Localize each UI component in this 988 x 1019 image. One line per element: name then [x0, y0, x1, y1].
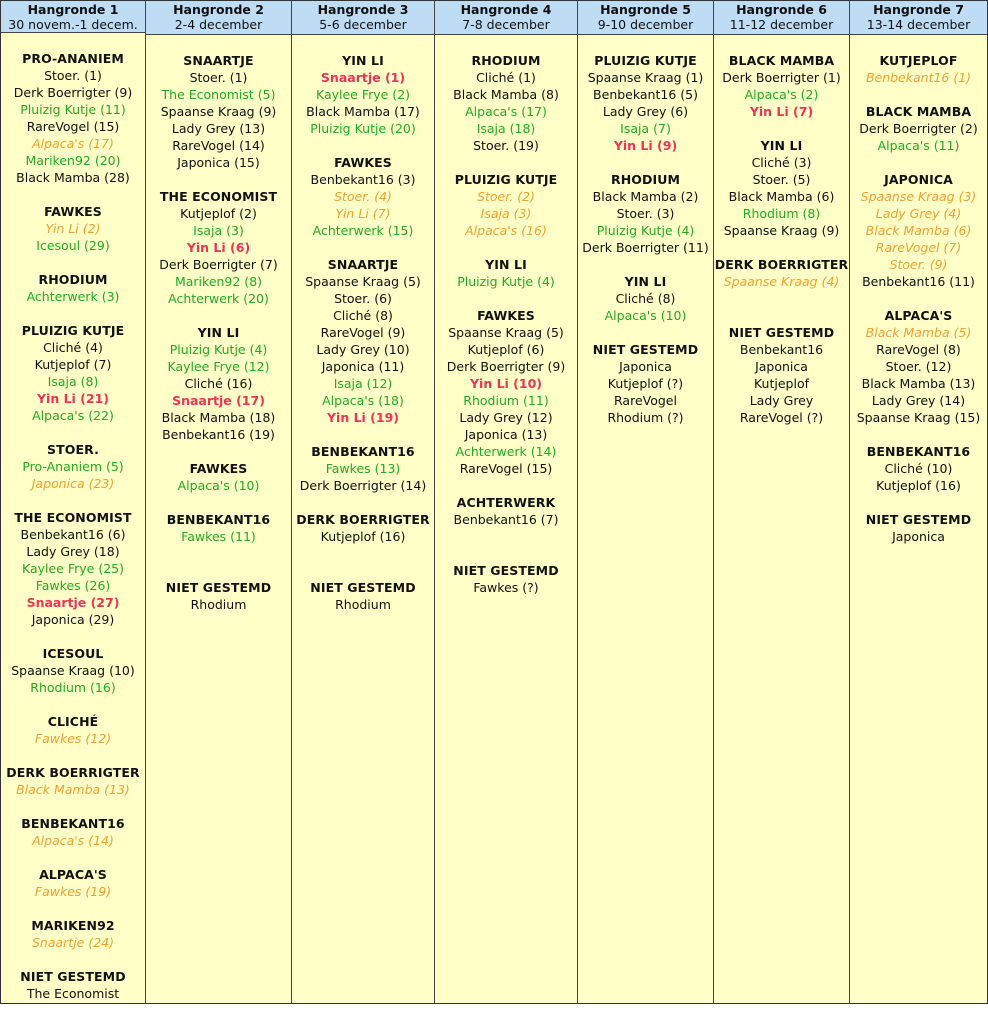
- voter-group: [714, 52, 849, 120]
- vote-entry: Icesoul (29): [36, 238, 110, 253]
- vote-entry: Japonica (13): [464, 427, 548, 442]
- vote-entry: Stoer. (6): [334, 291, 392, 306]
- vote-entry: Derk Boerrigter (9): [13, 85, 133, 100]
- vote-entry: RareVogel (7): [875, 240, 962, 255]
- vote-entry: Spaanse Kraag (5): [305, 274, 421, 289]
- vote-entry: Benbekant16 (1): [865, 70, 972, 85]
- voter-group: [146, 52, 291, 171]
- vote-entry: RareVogel (?): [739, 410, 824, 425]
- voter-group: [146, 460, 291, 494]
- vote-entry: Stoer. (2): [477, 189, 535, 204]
- voter-group: [578, 52, 713, 154]
- voter-name: ALPACA'S: [884, 308, 953, 323]
- vote-entry: Black Mamba (13): [16, 782, 130, 797]
- voter-name: NIET GESTEMD: [453, 563, 559, 578]
- vote-entry: Rhodium (8): [742, 206, 821, 221]
- vote-entry: Japonica: [619, 359, 672, 374]
- round-column-1: [1, 1, 145, 1003]
- vote-entry: Alpaca's (17): [32, 136, 114, 151]
- vote-entry: Isaja (7): [620, 121, 671, 136]
- round-title: Hangronde 1: [27, 2, 119, 17]
- voter-group: [292, 579, 434, 613]
- vote-entry: Stoer. (5): [752, 172, 811, 187]
- voter-group: [1, 271, 145, 305]
- vote-entry: Achterwerk (20): [168, 291, 269, 306]
- voter-group: [714, 137, 849, 239]
- voter-name: YIN LI: [760, 138, 803, 153]
- vote-entry: Isaja (12): [333, 376, 393, 391]
- vote-entry: Kutjeplof (7): [34, 357, 112, 372]
- voter-name: FAWKES: [44, 204, 102, 219]
- vote-entry: RareVogel (15): [26, 119, 120, 134]
- vote-entry: Spaanse Kraag (15): [856, 410, 981, 425]
- vote-entry: Kaylee Frye (12): [167, 359, 270, 374]
- vote-entry: Kaylee Frye (2): [315, 87, 411, 102]
- voter-name: PLUIZIG KUTJE: [594, 53, 697, 68]
- vote-entry: Lady Grey (14): [871, 393, 966, 408]
- voter-name: THE ECONOMIST: [14, 510, 132, 525]
- round-votes: [1, 33, 145, 1019]
- vote-entry: Japonica (15): [177, 155, 260, 170]
- vote-entry: Derk Boerrigter (14): [299, 478, 427, 493]
- vote-entry: Rhodium (?): [607, 410, 684, 425]
- vote-entry: The Economist: [26, 986, 120, 1001]
- voter-group: [850, 443, 987, 494]
- vote-entry: Spaanse Kraag (10): [11, 663, 135, 678]
- round-column-3: [291, 1, 434, 1003]
- voter-group: [435, 307, 577, 477]
- voter-group: [1, 917, 145, 951]
- vote-entry: Isaja (3): [193, 223, 244, 238]
- voter-name: THE ECONOMIST: [159, 189, 278, 204]
- vote-entry: Fawkes (19): [34, 884, 112, 899]
- vote-entry: Spaanse Kraag (3): [860, 189, 977, 204]
- voter-group: [435, 494, 577, 528]
- vote-entry: Alpaca's (2): [744, 87, 819, 102]
- voter-group: [578, 341, 713, 426]
- vote-entry: Rhodium (11): [463, 393, 549, 408]
- vote-entry: Mariken92 (8): [174, 274, 263, 289]
- vote-entry: Cliché (8): [615, 291, 676, 306]
- voter-name: BLACK MAMBA: [728, 53, 835, 68]
- vote-entry: Spaanse Kraag (9): [160, 104, 277, 119]
- round-votes: [292, 35, 434, 1003]
- vote-entry: Derk Boerrigter (11): [582, 240, 709, 255]
- vote-entry: Alpaca's (16): [465, 223, 547, 238]
- voter-name: SNAARTJE: [327, 257, 399, 272]
- round-dates: 9-10 december: [597, 17, 694, 32]
- round-votes: [578, 35, 713, 1003]
- vote-entry: Stoer. (9): [889, 257, 948, 272]
- vote-entry: Cliché (1): [476, 70, 536, 85]
- vote-entry: Achterwerk (14): [455, 444, 557, 459]
- voter-name: PLUIZIG KUTJE: [21, 323, 125, 338]
- voter-group: [1, 968, 145, 1002]
- vote-entry: Black Mamba (28): [16, 170, 130, 185]
- round-title: Hangronde 7: [873, 2, 964, 17]
- voter-name: DERK BOERRIGTER: [296, 512, 430, 527]
- voter-name: FAWKES: [334, 155, 392, 170]
- voter-name: YIN LI: [197, 325, 240, 340]
- voter-group: [1, 322, 145, 424]
- vote-entry: Benbekant16 (3): [310, 172, 416, 187]
- vote-entry: Japonica (29): [31, 612, 115, 627]
- vote-entry: Kutjeplof (16): [876, 478, 961, 493]
- voter-group: [1, 441, 145, 492]
- vote-entry: Lady Grey (6): [602, 104, 689, 119]
- vote-entry: Stoer. (12): [885, 359, 952, 374]
- vote-entry: Pro-Ananiem (5): [22, 459, 124, 474]
- voter-group: [714, 324, 849, 426]
- voter-group: [1, 50, 145, 186]
- vote-entry: Rhodium: [190, 597, 247, 612]
- vote-entry: Alpaca's (14): [32, 833, 114, 848]
- round-column-2: [145, 1, 291, 1003]
- vote-entry: RareVogel (9): [320, 325, 406, 340]
- vote-entry: Isaja (3): [480, 206, 532, 221]
- round-header: [146, 1, 291, 35]
- vote-entry: Yin Li (10): [469, 376, 542, 391]
- vote-entry: Achterwerk (15): [312, 223, 414, 238]
- voter-name: NIET GESTEMD: [310, 580, 416, 595]
- vote-entry: Derk Boerrigter (9): [446, 359, 566, 374]
- round-dates: 2-4 december: [174, 17, 263, 32]
- voter-name: STOER.: [47, 442, 99, 457]
- voter-group: [1, 764, 145, 798]
- vote-entry: Isaja (18): [476, 121, 536, 136]
- voter-name: RHODIUM: [38, 272, 108, 287]
- vote-entry: Benbekant16 (7): [453, 512, 559, 527]
- vote-entry: Snaartje (24): [31, 935, 114, 950]
- vote-entry: Japonica: [892, 529, 945, 544]
- vote-entry: Alpaca's (10): [604, 308, 687, 323]
- voter-name: BENBEKANT16: [311, 444, 415, 459]
- vote-entry: Pluizig Kutje (11): [20, 102, 126, 117]
- vote-entry: Rhodium: [335, 597, 391, 612]
- voter-name: KUTJEPLOF: [879, 53, 958, 68]
- vote-entry: Derk Boerrigter (2): [859, 121, 978, 136]
- vote-entry: Cliché (8): [333, 308, 393, 323]
- vote-entry: Benbekant16 (11): [862, 274, 975, 289]
- voter-group: [850, 171, 987, 290]
- vote-entry: Spaanse Kraag (5): [448, 325, 564, 340]
- vote-entry: Kutjeplof (6): [467, 342, 545, 357]
- vote-entry: Benbekant16: [739, 342, 824, 357]
- vote-entry: Black Mamba (8): [453, 87, 559, 102]
- vote-entry: Cliché (10): [884, 461, 953, 476]
- vote-entry: Pluizig Kutje (4): [457, 274, 555, 289]
- voter-group: [1, 645, 145, 696]
- voter-name: NIET GESTEMD: [165, 580, 272, 595]
- vote-entry: Yin Li (21): [36, 391, 109, 406]
- voter-name: FAWKES: [477, 308, 535, 323]
- vote-entry: Stoer. (4): [334, 189, 392, 204]
- voter-group: [578, 171, 713, 256]
- voter-name: ALPACA'S: [39, 867, 107, 882]
- round-dates: 5-6 december: [319, 17, 407, 32]
- vote-entry: Benbekant16 (19): [162, 427, 275, 442]
- vote-entry: Isaja (8): [47, 374, 99, 389]
- voter-group: [292, 511, 434, 545]
- voter-name: ICESOUL: [42, 646, 104, 661]
- vote-entry: Black Mamba (18): [161, 410, 276, 425]
- vote-entry: Spaanse Kraag (4): [723, 274, 840, 289]
- vote-entry: Mariken92 (20): [25, 153, 121, 168]
- vote-entry: Benbekant16 (6): [20, 527, 126, 542]
- vote-entry: Lady Grey: [749, 393, 814, 408]
- voter-group: [292, 154, 434, 239]
- vote-entry: Kaylee Frye (25): [21, 561, 124, 576]
- vote-entry: Black Mamba (5): [865, 325, 972, 340]
- voter-name: ACHTERWERK: [456, 495, 556, 510]
- round-dates: 7-8 december: [462, 17, 550, 32]
- vote-entry: Stoer. (3): [616, 206, 675, 221]
- vote-entry: RareVogel: [614, 393, 677, 408]
- vote-entry: Cliché (4): [43, 340, 103, 355]
- voter-group: [714, 256, 849, 290]
- vote-entry: The Economist (5): [161, 87, 276, 102]
- round-votes: [714, 35, 849, 1003]
- round-votes: [435, 35, 577, 1003]
- vote-entry: Fawkes (13): [325, 461, 401, 476]
- vote-entry: Japonica: [755, 359, 808, 374]
- voter-group: [435, 171, 577, 239]
- vote-entry: Pluizig Kutje (4): [169, 342, 268, 357]
- voter-group: [1, 509, 145, 628]
- vote-entry: Alpaca's (18): [322, 393, 404, 408]
- vote-entry: Kutjeplof: [753, 376, 810, 391]
- voter-group: [435, 52, 577, 154]
- voter-name: RHODIUM: [471, 53, 541, 68]
- round-header: [714, 1, 849, 35]
- voter-name: YIN LI: [485, 257, 527, 272]
- voter-name: DERK BOERRIGTER: [714, 257, 849, 272]
- vote-entry: Cliché (3): [751, 155, 812, 170]
- vote-entry: Rhodium (16): [30, 680, 116, 695]
- voter-group: [578, 273, 713, 324]
- round-dates: 13-14 december: [866, 17, 971, 32]
- voter-name: BLACK MAMBA: [865, 104, 972, 119]
- round-column-7: [849, 1, 987, 1003]
- round-header: [1, 1, 145, 33]
- vote-entry: Fawkes (26): [35, 578, 111, 593]
- round-header: [292, 1, 434, 35]
- vote-entry: Yin Li (9): [613, 138, 678, 153]
- vote-entry: Alpaca's (11): [877, 138, 960, 153]
- round-votes: [146, 35, 291, 1003]
- voter-group: [292, 443, 434, 494]
- vote-entry: Yin Li (2): [45, 221, 101, 236]
- voter-name: MARIKEN92: [31, 918, 115, 933]
- vote-entry: Yin Li (7): [749, 104, 814, 119]
- round-header: [578, 1, 713, 35]
- voter-name: JAPONICA: [884, 172, 953, 187]
- voter-name: NIET GESTEMD: [592, 342, 699, 357]
- vote-entry: Black Mamba (13): [861, 376, 976, 391]
- voter-group: [435, 562, 577, 596]
- vote-entry: Stoer. (1): [189, 70, 248, 85]
- vote-entry: Spaanse Kraag (9): [723, 223, 840, 238]
- voter-group: [1, 815, 145, 849]
- vote-entry: Fawkes (12): [34, 731, 112, 746]
- vote-entry: Pluizig Kutje (4): [596, 223, 695, 238]
- vote-entry: Yin Li (7): [335, 206, 391, 221]
- voter-group: [850, 307, 987, 426]
- vote-entry: Kutjeplof (2): [180, 206, 257, 221]
- vote-entry: Black Mamba (2): [592, 189, 699, 204]
- round-header: [850, 1, 987, 35]
- round-dates: 11-12 december: [729, 17, 834, 32]
- voter-name: BENBEKANT16: [866, 444, 971, 459]
- round-title: Hangronde 6: [736, 2, 827, 17]
- vote-entry: Yin Li (6): [186, 240, 251, 255]
- vote-entry: Black Mamba (6): [865, 223, 972, 238]
- voter-name: YIN LI: [342, 53, 384, 68]
- voter-name: YIN LI: [624, 274, 667, 289]
- voter-name: SNAARTJE: [183, 53, 254, 68]
- vote-entry: Derk Boerrigter (1): [722, 70, 841, 85]
- round-column-6: [713, 1, 849, 1003]
- voter-name: PRO-ANANIEM: [22, 51, 124, 66]
- vote-entry: Lady Grey (18): [26, 544, 120, 559]
- vote-entry: Lady Grey (12): [459, 410, 553, 425]
- vote-entry: Alpaca's (22): [32, 408, 114, 423]
- round-column-4: [434, 1, 577, 1003]
- vote-entry: Black Mamba (17): [306, 104, 420, 119]
- vote-entry: Stoer. (19): [473, 138, 539, 153]
- round-header: [435, 1, 577, 35]
- voter-group: [292, 52, 434, 137]
- voter-group: [146, 579, 291, 613]
- voter-group: [1, 866, 145, 900]
- vote-entry: Japonica (11): [321, 359, 405, 374]
- round-title: Hangronde 3: [317, 2, 409, 17]
- voter-name: BENBEKANT16: [21, 816, 125, 831]
- vote-entry: Snaartje (27): [26, 595, 120, 610]
- vote-entry: Fawkes (?): [473, 580, 539, 595]
- vote-entry: Achterwerk (3): [26, 289, 120, 304]
- vote-entry: Alpaca's (10): [177, 478, 260, 493]
- voter-name: NIET GESTEMD: [20, 969, 126, 984]
- vote-entry: Alpaca's (17): [465, 104, 547, 119]
- vote-entry: Japonica (23): [31, 476, 115, 491]
- vote-entry: Stoer. (1): [44, 68, 102, 83]
- voter-group: [292, 256, 434, 426]
- voter-name: FAWKES: [189, 461, 248, 476]
- vote-entry: Kutjeplof (?): [607, 376, 684, 391]
- round-title: Hangronde 4: [460, 2, 552, 17]
- vote-entry: Lady Grey (13): [171, 121, 266, 136]
- voter-group: [146, 188, 291, 307]
- voter-group: [1, 713, 145, 747]
- vote-entry: Lady Grey (4): [875, 206, 962, 221]
- round-title: Hangronde 5: [600, 2, 691, 17]
- voter-name: BENBEKANT16: [166, 512, 271, 527]
- vote-entry: Cliché (16): [184, 376, 253, 391]
- voter-name: NIET GESTEMD: [728, 325, 835, 340]
- voter-group: [850, 103, 987, 154]
- vote-entry: RareVogel (15): [459, 461, 553, 476]
- vote-entry: RareVogel (14): [172, 138, 265, 153]
- round-column-5: [577, 1, 713, 1003]
- voter-group: [146, 511, 291, 545]
- vote-entry: Spaanse Kraag (1): [587, 70, 704, 85]
- vote-entry: Snaartje (1): [320, 70, 406, 85]
- voter-name: DERK BOERRIGTER: [6, 765, 140, 780]
- voter-group: [146, 324, 291, 443]
- voter-name: NIET GESTEMD: [865, 512, 972, 527]
- round-votes: [850, 35, 987, 1003]
- vote-entry: Benbekant16 (5): [593, 87, 698, 102]
- vote-entry: Derk Boerrigter (7): [159, 257, 278, 272]
- voter-group: [850, 52, 987, 86]
- voter-name: PLUIZIG KUTJE: [454, 172, 558, 187]
- vote-entry: Black Mamba (6): [728, 189, 835, 204]
- vote-entry: RareVogel (8): [876, 342, 961, 357]
- vote-entry: Fawkes (11): [181, 529, 256, 544]
- voter-group: [850, 511, 987, 545]
- voter-group: [1, 203, 145, 254]
- voter-name: CLICHÉ: [47, 714, 99, 729]
- vote-entry: Snaartje (17): [172, 393, 265, 408]
- voter-name: RHODIUM: [610, 172, 681, 187]
- voter-group: [435, 256, 577, 290]
- round-dates: 30 novem.-1 decem.: [8, 17, 138, 32]
- vote-entry: Kutjeplof (16): [320, 529, 406, 544]
- vote-entry: Pluizig Kutje (20): [310, 121, 416, 136]
- round-title: Hangronde 2: [173, 2, 264, 17]
- vote-entry: Lady Grey (10): [316, 342, 410, 357]
- vote-entry: Yin Li (19): [326, 410, 399, 425]
